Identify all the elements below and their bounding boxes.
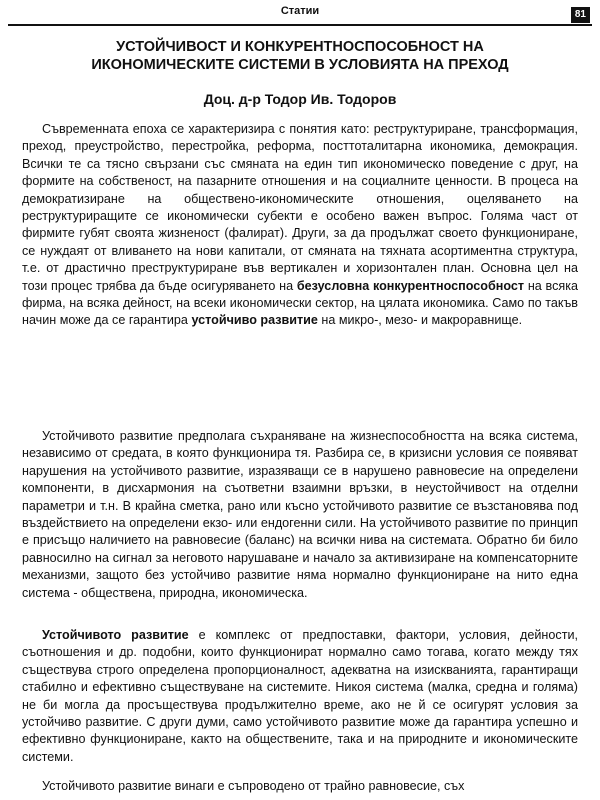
- title-line-2: ИКОНОМИЧЕСКИТЕ СИСТЕМИ В УСЛОВИЯТА НА ПРЕХОД: [91, 57, 509, 73]
- section-label: Статии: [280, 5, 320, 17]
- para3-text: е комплекс от предпоставки, фактори, условия, дейности, съотношения и др. подобни, които функционират нормално само тогава, когато между тях съществува строго определена пропорционалност, адекватна на изискванията, гарантиращи стабилно и ефективно съществуване на системите. Никоя система (малка, средна и голяма) не би могла да просъществува продължително време, ако не й се осигурят условия за устойчиво развитие. С други думи, само устойчивото развитие може да гарантира успешно и ефективно функциониране, както на обществените, така и на природните и икономическите системи.: [22, 628, 578, 764]
- para1-bold-1: безусловна конкурентноспособност: [296, 278, 525, 293]
- article-title: [30, 38, 570, 74]
- title-line-1: УСТОЙЧИВОСТ И КОНКУРЕНТНОСПОСОБНОСТ НА: [116, 39, 484, 55]
- paragraph-2: [22, 428, 578, 602]
- author-name: Доц. д-р Тодор Ив. Тодоров: [203, 91, 397, 107]
- paragraph-1: [22, 121, 578, 330]
- para4-text: Устойчивото развитие винаги е съпроводено от трайно равновесие, съх: [42, 779, 465, 793]
- running-header: [8, 4, 592, 26]
- page-number: 81: [571, 7, 590, 23]
- para2-text: Устойчивото развитие предполага съхраняване на жизнеспособността на всяка система, независимо от средата, в която функционира тя. Разбира се, в кризисни условия се появяват нарушения на устойчивото развитие, изразяващи се в нарушено равновесие на определени компоненти, в дисхармония на съответни взаимни връзки, в неустойчивост на отделни параметри и т.н. В крайна сметка, рано или късно устойчивото развитие се възстановява под въздействието на определени екзо- или ендогенни сили. На устойчивото развитие по принцип е присъщо наличието на равновесие (баланс) на всички нива на системата. Обратно би било равносилно на сигнал за неговото нарушаване и начало за активизиране на компенсаторните механизми, защото без устойчиво развитие няма нормално функциониране на нито една система - обществена, природна, икономическа.: [22, 429, 578, 600]
- para3-bold: Устойчивото развитие: [42, 628, 189, 642]
- para1-text-a: Съвременната епоха се характеризира с понятия като: реструктуриране, трансформация, преход, преустройство, перестройка, реформа, посттоталитарна икономика, демокрация. Всички те са тясно свързани със смяната на един тип икономическо поведение с друг, на формите на собственост, на пазарните отношения и на социалните ценности. В процеса на демократизиране на обществено-икономическите отношения, оцеляването на реструктуриращите се икономически субекти е особено важен въпрос. Голяма част от фирмите губят своята жизненост (фалират). Други, за да продължат своето функциониране, се нуждаят от вливането на нови капитали, от смяната на тяхната асортиментна структура, т.е. от драстично преструктуриране във вертикален и хоризонтален план. Основна цел на този процес трябва да бъде осигуряването на: [22, 122, 578, 293]
- para1-text-c: на всяка фирма, на всяка дейност, на всеки икономически сектор, на цялата икономика. Само по такъв начин може да се гарантира: [22, 278, 579, 328]
- para1-bold-2: устойчиво развитие: [191, 313, 318, 328]
- paragraph-3: [22, 627, 578, 766]
- para1-text-d: на микро-, мезо- и макроравнище.: [317, 313, 523, 328]
- paragraph-4: [22, 778, 578, 800]
